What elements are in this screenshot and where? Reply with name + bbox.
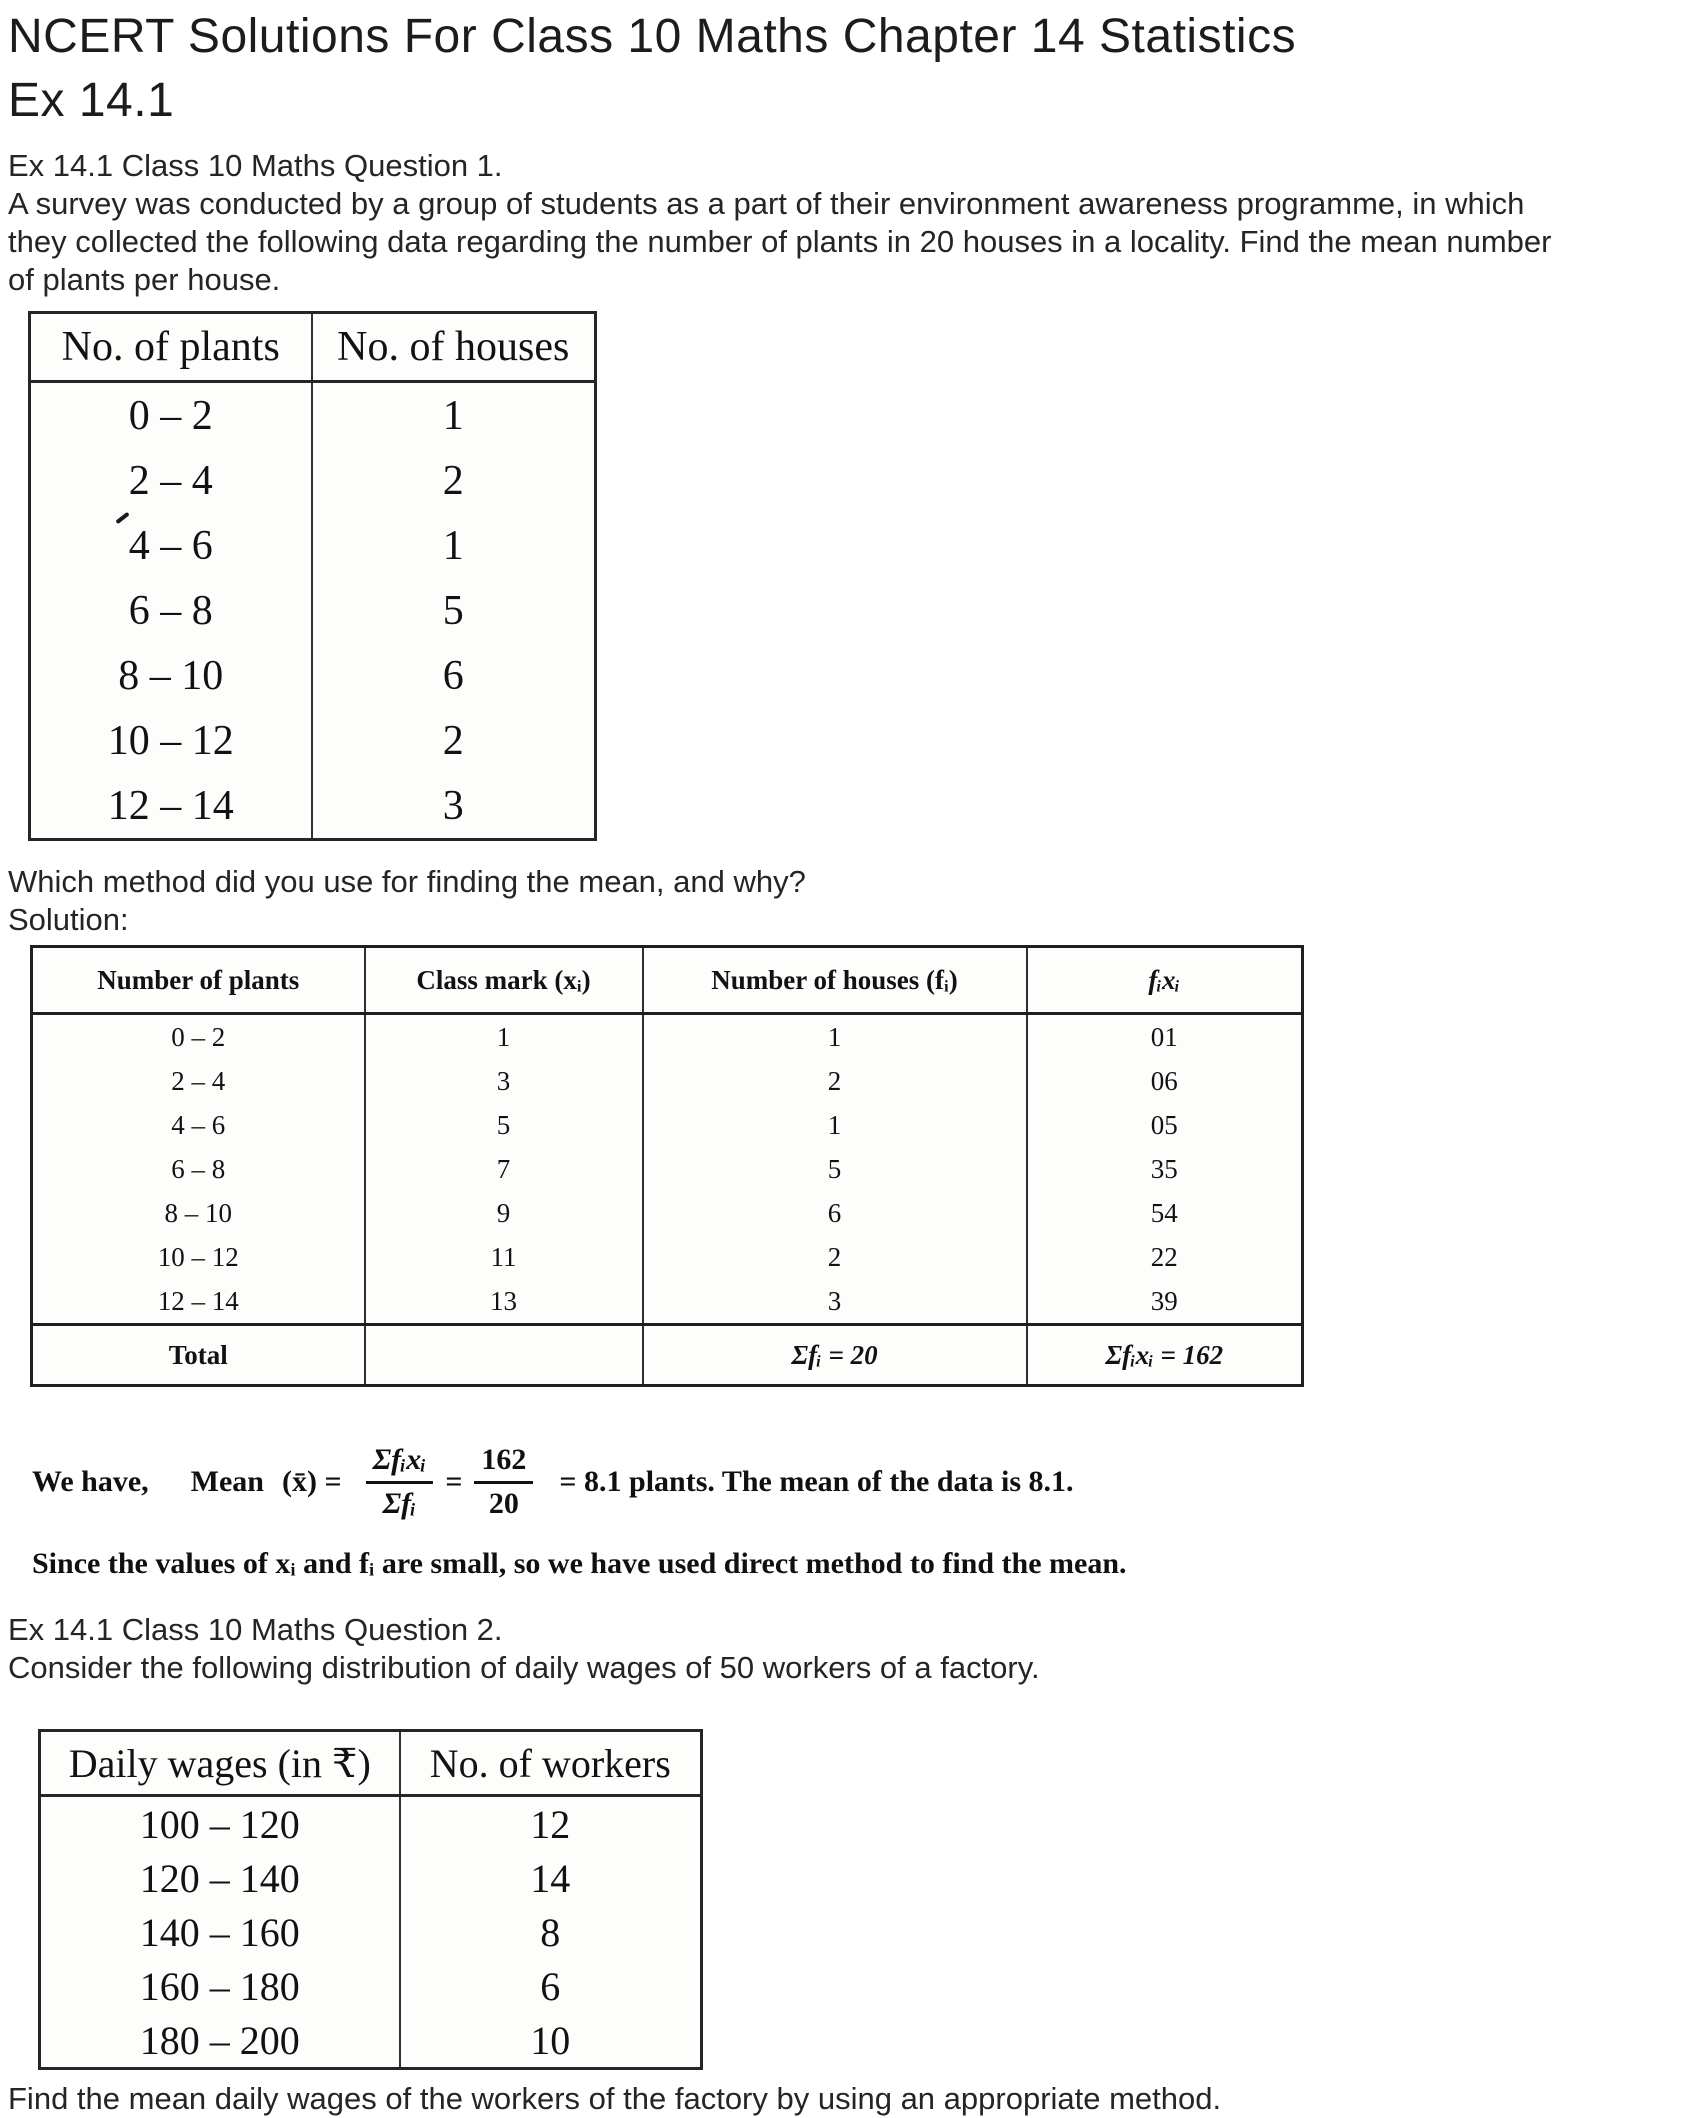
question1-text bbox=[8, 185, 1700, 299]
table-cell: 22 bbox=[1027, 1235, 1303, 1279]
page-title-line2: Ex 14.1 bbox=[8, 74, 175, 127]
header-class-mark: Class mark (xᵢ) bbox=[365, 947, 643, 1014]
table-cell-empty bbox=[365, 1325, 643, 1386]
table-cell: 100 – 120 bbox=[40, 1796, 400, 1852]
fraction-denominator: Σfᵢ bbox=[382, 1486, 417, 1520]
table-cell: 2 – 4 bbox=[32, 1059, 365, 1103]
table-cell: 3 bbox=[312, 773, 596, 840]
plants-houses-table bbox=[28, 311, 597, 841]
solution-table bbox=[30, 945, 1304, 1387]
table-header-row bbox=[30, 313, 596, 382]
table-cell: 160 – 180 bbox=[40, 1959, 400, 2013]
table-cell: 8 bbox=[400, 1905, 702, 1959]
header-daily-wages: Daily wages (in ₹) bbox=[40, 1731, 400, 1796]
page-title bbox=[8, 5, 1700, 133]
fraction-162-20 bbox=[474, 1443, 533, 1521]
table-cell: 12 – 14 bbox=[32, 1279, 365, 1325]
table-cell: 54 bbox=[1027, 1191, 1303, 1235]
formula-prefix: We have, bbox=[32, 1465, 149, 1498]
closing-text: Find the mean daily wages of the workers of the factory by using an appropriate method. bbox=[8, 2081, 1222, 2116]
formula-xbar: (x̄) = bbox=[282, 1465, 342, 1498]
header-no-of-plants: No. of plants bbox=[30, 313, 312, 382]
table-cell: 39 bbox=[1027, 1279, 1303, 1325]
table-row bbox=[32, 1279, 1303, 1325]
table-cell: 120 – 140 bbox=[40, 1851, 400, 1905]
header-fixi: fᵢxᵢ bbox=[1027, 947, 1303, 1014]
header-no-of-workers: No. of workers bbox=[400, 1731, 702, 1796]
formula-mean-label: Mean bbox=[190, 1465, 264, 1498]
table-cell: 7 bbox=[365, 1147, 643, 1191]
table-row bbox=[32, 1235, 1303, 1279]
question1-text-line2: they collected the following data regarding the number of plants in 20 houses in a locality. Find the mean number bbox=[8, 224, 1552, 259]
question1-heading: Ex 14.1 Class 10 Maths Question 1. bbox=[8, 148, 503, 183]
header-number-of-plants: Number of plants bbox=[32, 947, 365, 1014]
table-row bbox=[30, 448, 596, 513]
table-cell: 8 – 10 bbox=[30, 643, 312, 708]
table-cell: 6 bbox=[643, 1191, 1027, 1235]
table-cell: 35 bbox=[1027, 1147, 1303, 1191]
table-cell: 06 bbox=[1027, 1059, 1303, 1103]
wages-table bbox=[38, 1729, 703, 2070]
table-cell: 10 bbox=[400, 2013, 702, 2069]
table-cell: 140 – 160 bbox=[40, 1905, 400, 1959]
followup-question: Which method did you use for finding the mean, and why? bbox=[8, 864, 806, 899]
table-row bbox=[40, 2013, 702, 2069]
table-cell: 01 bbox=[1027, 1014, 1303, 1060]
total-label: Total bbox=[32, 1325, 365, 1386]
table-header-row bbox=[32, 947, 1303, 1014]
table-row bbox=[30, 708, 596, 773]
question1-text-line1: A survey was conducted by a group of students as a part of their environment awareness programme, in which bbox=[8, 186, 1525, 221]
question1-text-line3: of plants per house. bbox=[8, 262, 281, 297]
table-cell: 2 – 4 bbox=[30, 448, 312, 513]
table-row bbox=[32, 1191, 1303, 1235]
table-row bbox=[40, 1796, 702, 1852]
table-cell: 6 – 8 bbox=[30, 578, 312, 643]
table-cell: 2 bbox=[643, 1235, 1027, 1279]
table-cell: 6 – 8 bbox=[32, 1147, 365, 1191]
table-cell: 180 – 200 bbox=[40, 2013, 400, 2069]
table-row bbox=[30, 578, 596, 643]
page-title-line1: NCERT Solutions For Class 10 Maths Chapter 14 Statistics bbox=[8, 10, 1297, 63]
question2-text: Consider the following distribution of daily wages of 50 workers of a factory. bbox=[8, 1650, 1040, 1685]
table-cell: 13 bbox=[365, 1279, 643, 1325]
table-row bbox=[30, 513, 596, 578]
table-cell: 1 bbox=[643, 1014, 1027, 1060]
table-cell: 10 – 12 bbox=[30, 708, 312, 773]
table-cell: 1 bbox=[312, 382, 596, 449]
table-cell: 1 bbox=[365, 1014, 643, 1060]
fraction-numerator: 162 bbox=[474, 1443, 533, 1484]
table-row bbox=[30, 773, 596, 840]
fraction-denominator: 20 bbox=[488, 1486, 519, 1520]
table-row bbox=[40, 1905, 702, 1959]
solution-label: Solution: bbox=[8, 902, 129, 937]
formula-equals: = bbox=[445, 1465, 463, 1498]
table-cell-value: 4 – 6 bbox=[128, 522, 213, 569]
table-cell: 2 bbox=[312, 448, 596, 513]
header-number-of-houses: Number of houses (fᵢ) bbox=[643, 947, 1027, 1014]
table-cell bbox=[30, 513, 312, 578]
table-cell: 6 bbox=[400, 1959, 702, 2013]
table-cell: 9 bbox=[365, 1191, 643, 1235]
table-cell: 5 bbox=[365, 1103, 643, 1147]
table-cell: 4 – 6 bbox=[32, 1103, 365, 1147]
table-header-row bbox=[40, 1731, 702, 1796]
table-row bbox=[32, 1103, 1303, 1147]
formula-result: = 8.1 plants. The mean of the data is 8.1. bbox=[559, 1465, 1074, 1498]
table-cell: 11 bbox=[365, 1235, 643, 1279]
scan-artifact-tick bbox=[115, 512, 129, 524]
table-cell: 5 bbox=[643, 1147, 1027, 1191]
table-cell: 1 bbox=[643, 1103, 1027, 1147]
table-row bbox=[32, 1014, 1303, 1060]
fraction-sigma-fx bbox=[366, 1443, 434, 1521]
table-total-row bbox=[32, 1325, 1303, 1386]
table-row bbox=[40, 1851, 702, 1905]
header-no-of-houses: No. of houses bbox=[312, 313, 596, 382]
sum-fi: Σfᵢ = 20 bbox=[643, 1325, 1027, 1386]
table-row bbox=[32, 1059, 1303, 1103]
table-cell: 8 – 10 bbox=[32, 1191, 365, 1235]
mean-formula bbox=[32, 1431, 1700, 1533]
table-cell: 2 bbox=[312, 708, 596, 773]
table-cell: 1 bbox=[312, 513, 596, 578]
table-row bbox=[32, 1147, 1303, 1191]
table-row bbox=[30, 643, 596, 708]
method-note: Since the values of xᵢ and fᵢ are small, so we have used direct method to find the mean. bbox=[32, 1547, 1127, 1580]
table-cell: 12 bbox=[400, 1796, 702, 1852]
table-cell: 6 bbox=[312, 643, 596, 708]
table-cell: 0 – 2 bbox=[32, 1014, 365, 1060]
table-cell: 2 bbox=[643, 1059, 1027, 1103]
table-cell: 10 – 12 bbox=[32, 1235, 365, 1279]
table-cell: 0 – 2 bbox=[30, 382, 312, 449]
table-cell: 5 bbox=[312, 578, 596, 643]
sum-fixi: Σfᵢxᵢ = 162 bbox=[1027, 1325, 1303, 1386]
table-cell: 05 bbox=[1027, 1103, 1303, 1147]
table-cell: 14 bbox=[400, 1851, 702, 1905]
table-row bbox=[40, 1959, 702, 2013]
question2-heading: Ex 14.1 Class 10 Maths Question 2. bbox=[8, 1612, 503, 1647]
table-row bbox=[30, 382, 596, 449]
table-cell: 12 – 14 bbox=[30, 773, 312, 840]
table-cell: 3 bbox=[365, 1059, 643, 1103]
fraction-numerator: Σfᵢxᵢ bbox=[366, 1443, 434, 1484]
table-cell: 3 bbox=[643, 1279, 1027, 1325]
